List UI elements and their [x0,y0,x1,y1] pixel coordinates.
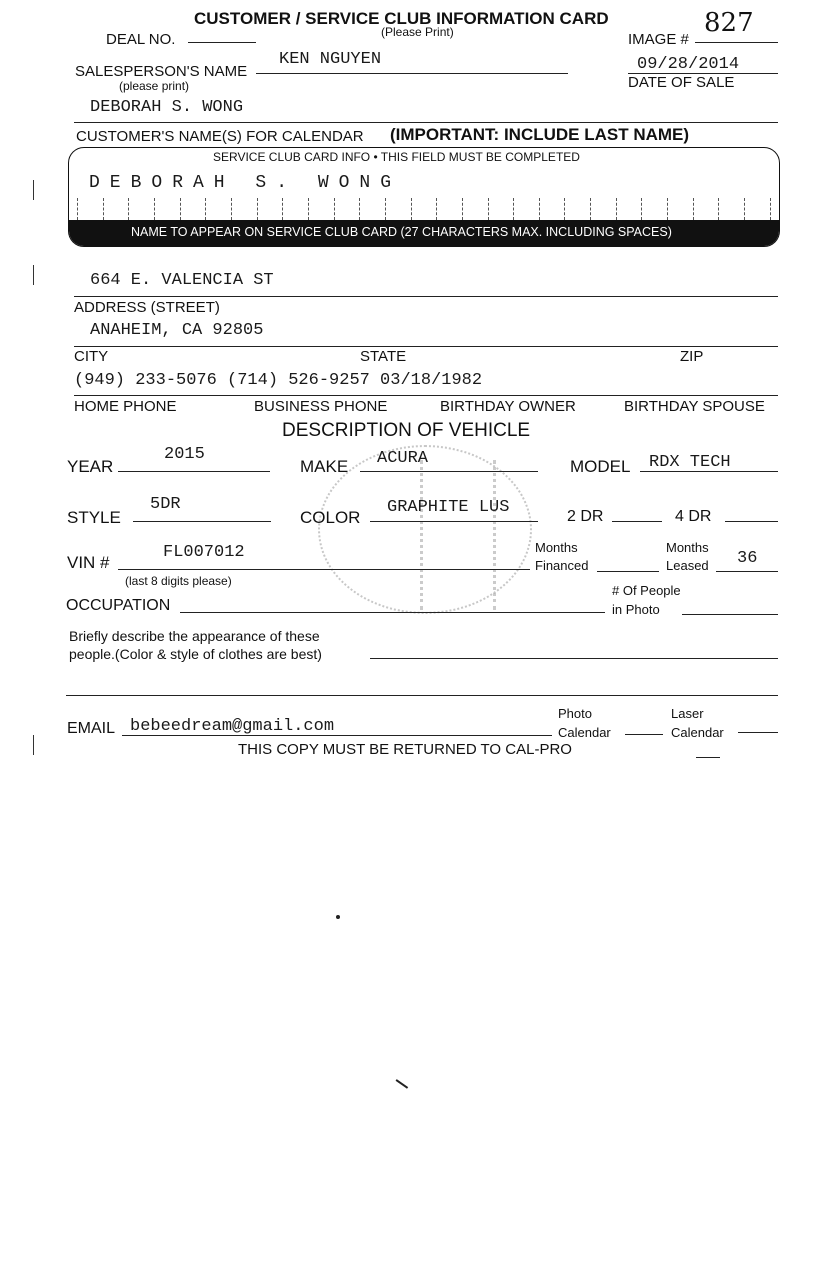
service-club-header: SERVICE CLUB CARD INFO • THIS FIELD MUST BE COMPLETED [213,150,580,164]
return-note: THIS COPY MUST BE RETURNED TO CAL-PRO [238,741,572,758]
form-subtitle: (Please Print) [381,25,454,39]
style-value: 5DR [150,495,181,514]
city-label: CITY [74,348,109,365]
service-club-footer: NAME TO APPEAR ON SERVICE CLUB CARD (27 CHARACTERS MAX. INCLUDING SPACES) [131,225,672,239]
street-label: ADDRESS (STREET) [74,299,220,316]
appearance-label-1: Briefly describe the appearance of these [69,628,320,644]
email-label: EMAIL [67,720,116,737]
deal-no-label: DEAL NO. [106,31,176,48]
phones-value: (949) 233-5076 (714) 526-9257 03/18/1982 [74,371,483,390]
birthday-owner-label: BIRTHDAY OWNER [440,398,576,415]
vin-hint: (last 8 digits please) [125,574,232,588]
photo-calendar-label-1: Photo [558,706,592,721]
vehicle-section-title: DESCRIPTION OF VEHICLE [282,420,531,441]
calendar-important-note: (IMPORTANT: INCLUDE LAST NAME) [390,125,690,144]
months-financed-label-1: Months [535,540,578,555]
image-number: 827 [704,8,754,38]
calendar-name-value: DEBORAH S. WONG [90,98,244,117]
model-label: MODEL [570,457,631,476]
people-in-photo-label-1: # Of People [612,583,681,598]
home-phone-label: HOME PHONE [74,398,177,415]
service-club-name: DEBORAH S. WONG [89,173,402,193]
months-financed-label-2: Financed [535,558,589,573]
state-label: STATE [360,348,407,365]
months-leased-label-2: Leased [666,558,709,573]
make-label: MAKE [300,457,349,476]
image-label: IMAGE # [628,31,689,48]
model-value: RDX TECH [649,453,731,472]
photo-calendar-label-2: Calendar [558,725,611,740]
salesperson-value: KEN NGUYEN [279,50,382,69]
year-value: 2015 [164,445,205,464]
color-value: GRAPHITE LUS [387,498,510,517]
year-label: YEAR [67,457,114,476]
color-label: COLOR [300,508,361,527]
birthday-spouse-label: BIRTHDAY SPOUSE [624,398,765,415]
appearance-label-2: people.(Color & style of clothes are best) [69,646,322,662]
business-phone-label: BUSINESS PHONE [254,398,388,415]
laser-calendar-label-2: Calendar [671,725,724,740]
occupation-label: OCCUPATION [66,597,171,614]
people-in-photo-label-2: in Photo [612,602,660,617]
months-leased-label-1: Months [666,540,709,555]
service-club-box [68,147,780,247]
city-value: ANAHEIM, CA 92805 [90,321,264,340]
form-title: CUSTOMER / SERVICE CLUB INFORMATION CARD [194,9,609,28]
calendar-name-label: CUSTOMER'S NAME(S) FOR CALENDAR [76,128,364,145]
salesperson-sub-label: (please print) [119,79,190,93]
style-label: STYLE [67,508,121,527]
make-value: ACURA [377,449,429,468]
service-club-footer-bar [69,220,779,246]
zip-label: ZIP [680,348,704,365]
date-of-sale-label: DATE OF SALE [628,74,735,91]
laser-calendar-label-1: Laser [671,706,704,721]
date-of-sale-value: 09/28/2014 [637,55,740,74]
stamp-watermark-inner [420,460,496,610]
vin-label: VIN # [67,553,110,572]
two-door-label: 2 DR [567,508,604,525]
months-leased-value: 36 [737,549,758,568]
street-value: 664 E. VALENCIA ST [90,271,274,290]
vin-value: FL007012 [163,543,245,562]
four-door-label: 4 DR [675,508,712,525]
salesperson-label: SALESPERSON'S NAME [75,63,248,80]
character-ticks [69,198,779,220]
email-value: bebeedream@gmail.com [130,717,335,736]
